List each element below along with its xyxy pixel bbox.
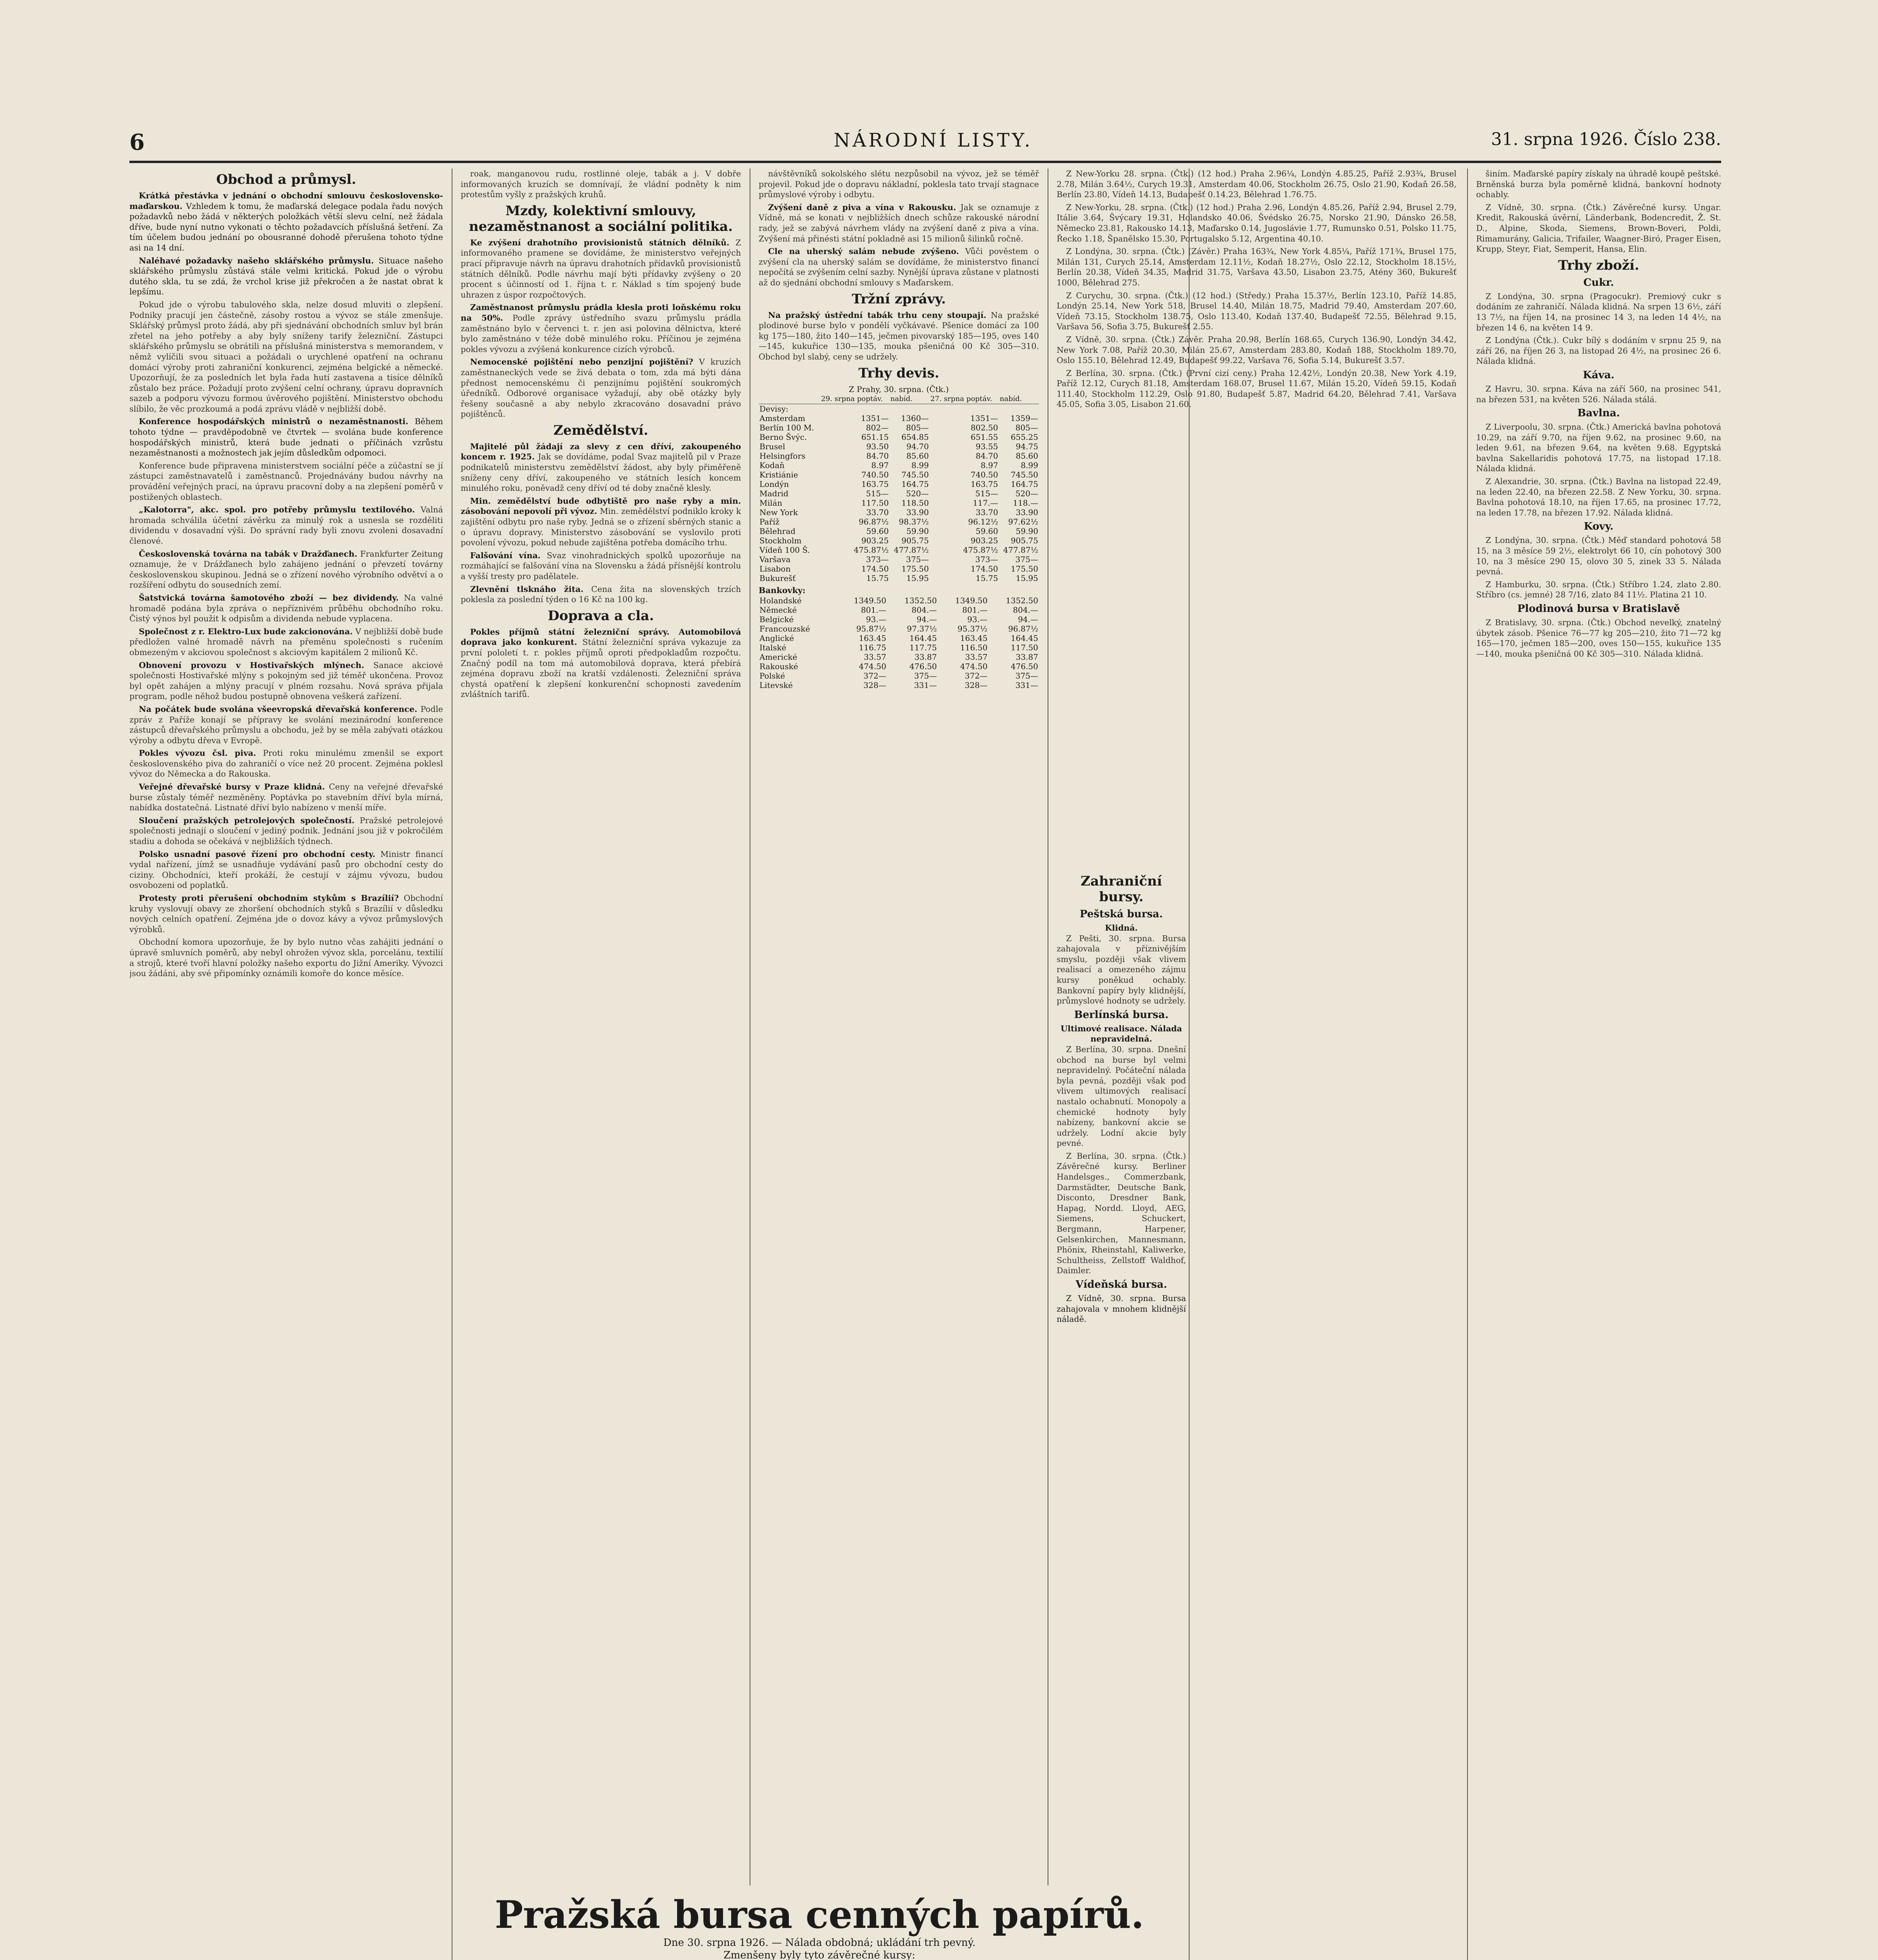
table-row [759,652,1039,662]
table-cell: Kodaň [759,461,785,470]
table-cell [930,404,999,414]
article-heading: Majitelé půl žádají za slevy z cen dříví, zakoupeného koncem r. 1925. [461,441,741,462]
section-subheading: Káva. [1583,369,1615,381]
article-text: Z Curychu, 30. srpna. (Čtk.) (12 hod.) (Středy.) Praha 15.37½, Berlín 123.10, Paříž 14.85, Londýn 25.14, New York 518, Brusel 14.40, Milán 18.75, Madrid 79.40, Amsterdam 207.60, Vídeň 73.15, Stockholm 138.75, Oslo 113.40, Kodaň 137.40, Budapešť 72.55, Bělehrad 9.15, Varšava 56, Sofia 3.75, Bukurešť 2.55. [1057,290,1457,332]
table-cell: 94.— [916,614,937,624]
issue-date: 31. srpna 1926. Číslo 238. [1491,129,1721,149]
article-heading: Pokles vývozu čsl. piva. [139,748,256,758]
table-row [759,404,1039,414]
section-subheading: Bavlna. [1577,407,1620,419]
table-cell: 903.25 [970,536,998,546]
article-heading: Na počátek bude svolána všeevropská dřevařská konference. [139,704,418,714]
article-text: Během tohoto týdne — pravděpodobně ve čtvrtek — svolána bude konference hospodářských ministrů, která bude jednati o příčinách vzrůstu nezaměstnanosti a možnostech jak jejím důsledkům odpomoci. [129,417,443,458]
table-header: nabíd. [999,394,1039,404]
table-cell: 15.75 [975,573,998,583]
table-cell: Devisy: [759,404,788,414]
table-cell: 8.97 [871,461,889,470]
table-cell: 85.60 [906,451,929,461]
article-text: Z Vídně, 30. srpna. (Čtk.) Závěrečné kursy. Ungar. Kredit, Rakouská úvěrní, Länderbank, Bodencredit, Ž. St. D., Alpine, Skoda, Siemens, Brown-Boveri, Poldi, Rimamurány, Galicia, Trifailer, Waagner-Biró, Prager Eisen, Krupp, Steyr, Fiat, Semperit, Hansa, Elin. [1476,202,1721,254]
article-text: Z informovaného pramene se dovídáme, že ministerstvo veřejných prací připravuje návrh na úpravu drahotních přídavků provisionistů státních dělníků. Podle návrhu mají býti přídavky zvýšeny o 20 procent s účinností od 1. října t. r. Náklad s tím spojený bude uhrazen z úspor rozpočtových. [461,238,741,299]
table-cell: 33.57 [864,652,886,662]
article-text: Jak se oznamuje z Vídně, má se konati v nejbližších dnech schůze rakouské národní rady, jež se zabývá návrhem vlády na zvýšení daně z piva a vína. Zvýšení má přinésti státní pokladně asi 15 milionů šilinků ročně. [759,202,1039,243]
section-subheading: Ultimové realisace. Nálada nepravidelná. [1061,1024,1182,1044]
table-cell: 59.90 [906,526,929,536]
article-heading: Min. zemědělství bude odbytiště pro naše ryby a min. zásobování nepovolí při vývoz. [461,496,741,516]
table-cell: Bukurešť [759,573,796,583]
table-row [759,498,1039,508]
article-text: Podle zpráv z Paříže konají se přípravy ke svolání mezinárodní konference zástupců dřevařského průmyslu a obchodu, jež by se měla zabývati otázkou výroby a odbytu dřeva v Evropě. [129,704,443,745]
table-cell: 520— [1015,489,1038,499]
article-text: Podle zprávy ústředního svazu průmyslu prádla zaměstnáno bylo v červenci t. r. jen asi polovina dělnictva, které bylo zaměstnáno v téže době minulého roku. Příčinou je zejména pokles vývozu a zvýšená konkurence cizích výrobců. [461,313,741,354]
table-cell: 1349.50 [854,595,886,605]
table-cell: 328— [964,680,988,690]
article-text: návštěvníků sokolského slétu nezpůsobil na vývoz, jež se téměř projevil. Pokud jde o dopravu nákladní, poklesla tato trvají stagnace průmyslové výroby i odbytu. [759,169,1039,200]
table-cell: 15.75 [866,573,889,583]
table-cell: 651.55 [970,432,998,442]
table-cell: Francouzské [759,624,810,633]
table-cell: 740.50 [861,470,889,480]
table-cell: 8.97 [981,461,998,470]
column-obchod [129,169,443,1960]
table-cell: 328— [863,680,886,690]
article-text: Z Berlína, 30. srpna. (Čtk.) (První cizí ceny.) Praha 12.42½, Londýn 20.38, New York 4.19, Paříž 12.12, Curych 81.18, Amsterdam 168.07, Brusel 11.67, Milán 15.20, Vídeň 59.15, Kodaň 111.40, Stockholm 112.29, Oslo 91.80, Budapešť 5.87, Madrid 64.20, Bělehrad 7.41, Varšava 45.05, Sofia 3.05, Lisabon 21.60. [1057,368,1457,409]
table-cell: Helsingfors [759,451,806,461]
table-row [759,508,1039,517]
table-cell: 174.50 [970,564,998,574]
column-trzni [759,169,1039,1882]
table-cell: 1351— [861,414,889,423]
table-cell [890,404,930,414]
table-cell: 97.37½ [907,624,937,633]
table-row [759,681,1039,690]
table-cell: 476.50 [1011,661,1038,671]
article-text: roak, manganovou rudu, rostlinné oleje, tabák a j. V dobře informovaných kruzích se domnívají, že vládní podněty k nim protestům vyšly z pražských kruhů. [461,169,741,200]
table-cell: 8.99 [911,461,929,470]
table-row [759,442,1039,451]
article-text: Pražské petrolejové společnosti jednají o sloučení v jediný podnik. Jednání jsou již v pokročilém stadiu a dohoda se očekává v nejbližších týdnech. [129,815,443,846]
table-cell: 95.87½ [856,624,886,633]
table-cell: 1351— [970,414,998,423]
section-heading: Obchod a průmysl. [216,172,356,187]
section-subheading: Vídeňská bursa. [1075,1279,1167,1290]
table-cell: 164.45 [909,633,937,643]
article-text: Obchodní kruhy vyslovují obavy ze zhoršení obchodních styků s Brazílií v důsledku nových celních opatření. Zejména jde o dovoz kávy a vývoz průmyslových výrobků. [129,893,443,934]
table-row [759,605,1039,615]
bursa-title: Pražská bursa cenných papírů. [494,1893,1144,1937]
article-text: Z Londýna (Čtk.). Cukr bílý s dodáním v srpnu 25 9, na září 26, na říjen 26 3, na listopad 26 4½, na prosinec 26 6. Nálada klidná. [1476,336,1721,366]
table-cell: 903.25 [861,536,889,546]
table-row [759,423,1039,432]
table-cell: 33.87 [1015,652,1038,662]
table-cell: Berno Švýc. [759,432,807,442]
table-cell: 164.75 [1011,479,1038,489]
prague-stock-exchange [451,1893,1188,1960]
table-cell: 84.70 [975,451,998,461]
table-cell: 805— [1015,423,1038,433]
article-text: Na pražské plodinové burse bylo v pondělí vyčkávavé. Pšenice domácí za 100 kg 175—180, žito 140—145, ječmen pivovarský 185—195, oves 140—145, kukuřice 130—135, mouka pšeničná 00 Kč 305—310. Obchod byl slabý, ceny se udržely. [759,310,1039,361]
table-cell: 163.45 [960,633,988,643]
table-cell: 96.87½ [859,517,889,527]
header-rule [129,161,1721,163]
section-subheading: Peštská bursa. [1080,908,1163,920]
table-cell: Milán [759,498,783,508]
table-header: 29. srpna poptáv. [820,394,890,404]
article-heading: Na pražský ústřední tabák trhu ceny stoupají. [768,310,986,320]
table-cell: 15.95 [906,573,929,583]
table-cell [999,404,1039,414]
table-row [759,615,1039,624]
table-cell: Madrid [759,489,788,499]
table-row [759,671,1039,681]
table-row [759,633,1039,643]
article-heading: Sloučení pražských petrolejových společností. [139,815,355,825]
article-heading: Ke zvýšení drahotního provisionistů státních dělníků. [470,238,730,247]
table-cell: Kristiánie [759,470,798,480]
article-text: Z Londýna, 30. srpna. (Čtk.) Měď standard pohotová 58 15, na 3 měsíce 59 2½, elektrolyt 66 10, cín pohotový 300 10, na 3 měsíce 290 15, olovo 30 5, zinek 33 5. Nálada pevná. [1476,535,1721,577]
table-cell: 85.60 [1015,451,1038,461]
table-cell: 520— [906,489,929,499]
table-row [759,555,1039,564]
table-cell: Lisabon [759,564,791,574]
column-mzdy [461,169,741,1882]
article-text: Jak se dovídáme, podal Svaz majitelů pil v Praze podnikatelů ministerstvu zemědělství žádost, aby byly přiměřeně sníženy ceny dříví, zakoupeného ve státních lesích koncem minulého roku, poněvadž ceny dříví od té doby značně klesly. [461,452,741,493]
article-heading: Nemocenské pojištění nebo penzijní pojištění? [470,357,694,367]
column-zbozi [1476,169,1721,1960]
table-cell: 905.75 [901,536,929,546]
table-cell: 331— [1015,680,1038,690]
table-cell: New York [759,508,798,517]
table-row [759,461,1039,470]
section-heading: Tržní zprávy. [852,291,946,307]
column-divider [1467,169,1468,1960]
table-cell: 651.15 [861,432,889,442]
table-cell: Americké [759,652,797,662]
table-cell: 174.50 [861,564,889,574]
article-text: Státní železniční správa vykazuje za první pololetí t. r. pokles příjmů oproti předpokladům rozpočtu. Značný podíl na tom má automobilová doprava, která přebírá zejména dopravu zboží na kratší vzdálenosti. Železniční správa chystá opatření k zlepšení konkurenční schopnosti zavedením zvláštních tarifů. [461,637,741,699]
article-text: Proti roku minulému zmenšil se export československého piva do zahraničí o více než 20 procent. Zejména poklesl vývoz do Německa a do Rakouska. [129,748,443,779]
article-text: Z New-Yorku, 28. srpna. (Čtk.) (12 hod.) Praha 2.96, Londýn 4.85.26, Paříž 2.94, Brusel 2.79, Itálie 3.64, Švýcary 19.31, Holandsko 40.06, Švédsko 26.75, Norsko 21.90, Dánsko 26.58, Německo 23.81, Rakousko 14.13, Maďarsko 0.14, Jugoslávie 1.77, Rumunsko 0.51, Polsko 11.75, Řecko 1.18, Španělsko 15.30, Portugalsko 5.12, Argentina 40.10. [1057,202,1457,243]
column-zahranicni [1057,870,1186,1886]
table-cell: 94.70 [906,442,929,452]
table-row [759,479,1039,489]
table-cell: 116.75 [859,642,886,652]
table-cell: 654.85 [901,432,929,442]
page-number: 6 [129,129,145,155]
article-heading: Zvýšení daně z piva a vína v Rakousku. [768,202,956,212]
table-cell: 96.12½ [968,517,998,527]
table-cell: 164.45 [1011,633,1038,643]
table-row [759,536,1039,545]
table-cell: Holandské [759,595,802,605]
table-cell: 477.87½ [894,545,929,555]
article-heading: Krátká přestávka v jednání o obchodní smlouvu československo-maďarskou. [129,191,443,211]
table-header: 27. srpna poptáv. [930,394,999,404]
table-cell: Belgické [759,614,794,624]
table-cell: 163.75 [861,479,889,489]
table-cell: Stockholm [759,536,802,546]
section-subheading: Klidná. [1105,923,1138,933]
article-heading: Naléhavé požadavky našeho sklářského průmyslu. [139,256,374,265]
table-cell: 117.— [973,498,998,508]
table-cell: 372— [863,671,886,681]
table-cell: 95.37½ [957,624,988,633]
table-row [759,545,1039,555]
article-text: Z Londýna, 30. srpna. (Čtk.) (Závěr.) Praha 163¾, New York 4.85¼, Paříž 171¾, Brusel 175, Milán 131, Curych 25.14, Amsterdam 12.11½, Kodaň 18.27½, Oslo 22.12, Stockholm 18.15½, Berlín 20.38, Vídeň 34.35, Madrid 31.75, Varšava 43.50, Lisabon 23.75, Atény 360, Bukurešť 1000, Bělehrad 275. [1057,247,1457,287]
table-cell: 93.— [967,614,988,624]
table-cell: 117.75 [909,642,937,652]
table-row [759,624,1039,633]
table-cell: 116.50 [960,642,988,652]
article-text: Cena žita na slovenských trzích poklesla za poslední týden o 16 Kč na 100 kg. [461,584,741,604]
table-cell: 375— [1015,555,1038,564]
table-row [759,573,1039,583]
article-text: Svaz vinohradnických spolků upozorňuje na rozmáhající se falšování vína na Slovensku a žádá přísnější kontrolu a vyšší tresty pro padělatele. [461,550,741,581]
article-heading: Veřejné dřevařské bursy v Praze klidná. [139,782,325,792]
table-cell: Berlín 100 M. [759,423,814,433]
table-row [759,451,1039,461]
table-cell: 118.50 [901,498,929,508]
table-cell: 33.90 [906,508,929,517]
table-cell: 163.45 [859,633,886,643]
table-cell: 515— [866,489,889,499]
table-cell: 515— [975,489,998,499]
table-cell: 475.87½ [854,545,889,555]
article-text: Pokud jde o výrobu tabulového skla, nelze dosud mluviti o zlepšení. Podniky pracují jen částečně, zásoby rostou a vývoz se stále zmenšuje. Sklářský průmysl proto žádá, aby při sjednávání obchodních smluv byl brán zřetel na jeho potřeby a aby byly sníženy tarify železniční. Zástupci sklářského průmyslu se obrátili na příslušná ministerstva s memorandem, v němž vylíčili svou situaci a požádali o urychlené opatření na ochranu domácí výroby proti zahraniční konkurenci, zejména belgické a německé. Upozorňují, že za posledních let byla řada hutí zastavena a tisíce dělníků zůstalo bez práce. Požadují proto zvýšení celní ochrany, úpravu dopravních sazeb a podporu vývozu formou úvěrového pojištění. Ministerstvo obchodu slíbilo, že věc prozkoumá a podá zprávu vládě v nejbližší době. [129,299,443,414]
table-cell: 804.— [912,605,937,615]
table-row [759,526,1039,536]
article-text: Frankfurter Zeitung oznamuje, že v Drážďanech bylo zahájeno jednání o převzetí továrny československou skupinou. Jedná se o zřízení nového výrobního odvětví a o rozšíření odbytu do sousedních zemí. [129,549,443,590]
bank-heading: Bankovky: [759,586,806,595]
section-heading: Trhy zboží. [1558,257,1639,273]
article-text: V kruzích zaměstnaneckých vede se živá debata o tom, zda má býti dána přednost nemocenskému či penzijnímu pojištění soukromých úředníků. Odborové organisace vyžadují, aby obě otázky byly řešeny současně a aby nebylo zkracováno dosavadní právo pojištěnců. [461,357,741,419]
article-heading: Obnovení provozu v Hostivařských mlýnech. [139,660,365,670]
article-heading: Šatstvická továrna šamotového zboží — bez dividendy. [139,593,399,603]
table-cell: Bělehrad [759,526,796,536]
table-cell: Amsterdam [759,414,805,423]
table-row [759,643,1039,652]
article-text: Valná hromada schválila účetní závěrku za minulý rok a usnesla se rozděliti dividendu v dosavadní výši. Do správní rady byli znovu zvoleni dosavadní členové. [129,505,443,546]
table-cell: 745.50 [901,470,929,480]
table-cell: Londýn [759,479,789,489]
table-cell: 164.75 [901,479,929,489]
article-text: Z Havru, 30. srpna. Káva na září 560, na prosinec 541, na březen 531, na květen 526. Nálada stálá. [1476,384,1721,404]
table-cell: Anglické [759,633,794,643]
table-cell: 93.50 [866,442,889,452]
bursa-subtitle: Dne 30. srpna 1926. — Nálada obdobná; ukládání trh pevný. [663,1937,976,1949]
devis-table [759,394,1039,583]
article-heading: Československá továrna na tabák v Dražďanech. [139,549,358,559]
table-cell: Litevské [759,680,793,690]
bank-table [759,596,1039,690]
table-cell: 375— [906,555,929,564]
table-cell: 375— [1015,671,1038,681]
table-cell: 163.75 [970,479,998,489]
table-cell: 93.— [866,614,886,624]
article-text: Z Hamburku, 30. srpna. (Čtk.) Stříbro 1.24, zlato 2.80. Stříbro (cs. jemné) 28 7/16, zlato 84 11½. Platina 21 10. [1476,579,1721,600]
table-row [759,564,1039,573]
article-heading: Zlevnění tlsknáho žita. [470,584,584,594]
article-heading: Polsko usnadní pasové řízení pro obchodní cesty. [139,849,376,859]
table-cell: 801.— [962,605,988,615]
bursa-subtitle: Zmenšeny byly tyto závěrečné kursy: [723,1949,915,1960]
article-heading: Zaměstnanost průmyslu prádla klesla proti loňskému roku na 50%. [461,303,741,323]
section-heading: Zemědělství. [553,422,648,438]
article-text: Z New-Yorku 28. srpna. (Čtk.) (12 hod.) Praha 2.96¼, Londýn 4.85.25, Paříž 2.93¾, Brusel 2.78, Milán 3.64½, Curych 19.31, Amsterdam 40.06, Stockholm 26.75, Oslo 21.90, Kodaň 26.58, Berlín 23.80, Vídeň 14.13, Budapešť 0.14.23, Bělehrad 1.76.75. [1057,169,1457,200]
article-heading: Cle na uherský salám nebude zvýšeno. [768,247,959,256]
table-cell: 96.87½ [1008,624,1038,633]
article-text: Konference bude připravena ministerstvem sociální péče a zúčastní se jí zástupci zaměstnavatelů i zaměstnanců. Projednávány budou návrhy na provádění veřejných prací, na úpravu pracovní doby a na zlepšení poměrů v postižených oblastech. [129,461,443,502]
table-cell: 175.50 [901,564,929,574]
masthead: NÁRODNÍ LISTY. [834,129,1033,151]
article-text: Z Berlína, 30. srpna. (Čtk.) Závěrečné kursy. Berliner Handelsges., Commerzbank, Darmstädter, Deutsche Bank, Disconto, Dresdner Bank, Hapag, Nordd. Lloyd, AEG, Siemens, Schuckert, Bergmann, Harpener, Gelsenkirchen, Mannesmann, Phönix, Rheinstahl, Kaliwerke, Schultheiss, Zellstoff Waldhof, Daimler. [1057,1151,1186,1276]
table-cell: 59.90 [1015,526,1038,536]
table-cell: 331— [914,680,937,690]
table-cell: 94.75 [1015,442,1038,452]
table-cell: 117.50 [1011,642,1038,652]
article-text: Z Pešti, 30. srpna. Bursa zahajovala v příznivějším smyslu, později však vlivem realisací a omezeného zájmu kursy poněkud ochably. Bankovní papíry byly klidnější, průmyslové hodnoty se udržely. [1057,933,1186,1006]
article-text: Vzhledem k tomu, že maďarská delegace podala řadu nových požadavků nebo žádá v některých položkách větší slevu celní, než žádala dříve, bude nyní nutno vykonati o těchto požadavcích příslušná šetření. Za tím účelem budou jednání po obousranné dohodě přerušena tohoto týdne asi na 14 dní. [129,201,443,252]
article-heading: Protesty proti přerušení obchodním stykům s Brazílií? [139,893,399,903]
table-cell: 373— [866,555,889,564]
article-heading: Společnost z r. Elektro-Lux bude zakcionována. [139,626,353,636]
table-cell: 1352.50 [1006,595,1038,605]
article-text: Z Londýna, 30. srpna (Pragocukr). Premiový cukr s dodáním ze zahraničí. Nálada klidná. Na srpen 13 6½, září 13 7½, na říjen 14, na prosinec 14 3, na leden 14 4½, na březen 14 6, na květen 14 9. [1476,291,1721,332]
table-cell: 94.— [1018,614,1038,624]
section-heading: Mzdy, kolektivní smlouvy, nezaměstnanost a sociální politika. [469,203,733,234]
table-cell: 1352.50 [904,595,937,605]
article-text: Obchodní komora upozorňuje, že by bylo nutno včas zahájiti jednání o úpravě smluvních poměrů, aby nebyl ohrožen vývoz skla, porcelánu, textilií a strojů, které tvoří hlavní položky našeho exportu do Jižní Ameriky. Vývozci jsou žádáni, aby své připomínky oznámili komoře do konce měsíce. [129,937,443,978]
table-header [759,394,820,404]
table-cell: Vídeň 100 Š. [759,545,810,555]
table-row [759,470,1039,479]
table-cell: 59.60 [866,526,889,536]
table-cell: Polské [759,671,785,681]
table-cell: 474.50 [960,661,988,671]
article-text: Ministr financí vydal nařízení, jímž se usnadňuje vydávání pasů pro obchodní cesty do ciziny. Obchodníci, kteří prokáží, že cestují v zájmu vývozu, budou osvobozeni od poplatků. [129,849,443,890]
table-cell: 8.99 [1021,461,1038,470]
article-text: Vůči pověstem o zvýšení cla na uherský salám se dovídáme, že ministerstvo financí nepočítá se zvýšením celní sazby. Nynější úprava zůstane v platnosti až do sjednání obchodní smlouvy s Maďarskem. [759,247,1039,287]
table-cell: 33.90 [1015,508,1038,517]
table-cell: 33.70 [975,508,998,517]
table-cell: Varšava [759,555,791,564]
article-text: V nejbližší době bude předložen valné hromadě návrh na přeměnu společnosti s ručením obmezeným v akciovou společnost s akciovým kapitálem 2 milionů Kč. [129,626,443,657]
table-cell: Italské [759,642,786,652]
table-row [759,489,1039,498]
table-cell: 33.57 [965,652,988,662]
table-cell: 93.55 [975,442,998,452]
table-cell: 117.50 [861,498,889,508]
article-text: Min. zemědělství podniklo kroky k zajištění odbytu pro naše ryby. Jedná se o zřízení sběrných stanic a o úpravu dopravy. Ministerstvo zásobování se vyslovilo proti povolení vývozu, pokud nebude zajištěna potřeba domácího trhu. [461,506,741,548]
article-text: Ceny na veřejné dřevařské burse zůstaly téměř nezměněny. Poptávka po stavebním dříví byla mírná, nabídka dostatečná. Listnaté dříví bylo nabízeno v menší míře. [129,782,443,813]
table-cell: 805— [906,423,929,433]
section-heading: Doprava a cla. [548,608,654,624]
table-cell: 98.37½ [899,517,929,527]
table-cell: 97.62½ [1008,517,1038,527]
section-heading: Trhy devis. [858,365,939,381]
article-text: šiním. Maďarské papíry získaly na úhradě koupě peštské. Brněnská burza byla poměrně klidná, bankovní hodnoty ochably. [1476,169,1721,200]
article-text: Situace našeho sklářského průmyslu zůstává stále velmi kritická. Pokud jde o výrobu dutého skla, tu se zdá, že vrchol krise již překročen a že nastat obrat k lepšímu. [129,256,443,297]
table-cell: 15.95 [1015,573,1038,583]
article-text: Z Liverpoolu, 30. srpna. (Čtk.) Americká bavlna pohotová 10.29, na září 9.70, na říjen 9.62, na prosinec 9.60, na leden 9.61, na březen 9.64, na květen 9.68. Egyptská bavlna Sakellaridis pohotová 17.75, na listopad 17.18. Nálada klidná. [1476,422,1721,474]
article-heading: „Kalotorra", akc. spol. pro potřeby průmyslu textilového. [139,505,415,515]
table-cell: 372— [964,671,988,681]
table-cell: 475.87½ [963,545,998,555]
article-heading: Konference hospodářských ministrů o nezaměstnanosti. [139,417,409,426]
table-cell: 175.50 [1011,564,1038,574]
table-cell: Brusel [759,442,785,452]
table-cell: 1359— [1010,414,1038,423]
section-subheading: Berlínská bursa. [1074,1009,1169,1021]
article-text: Sanace akciové společnosti Hostivařské mlýny s pokojným sed již téměř ukončena. Provoz byl opět zahájen a mlýny pracují v plném rozsahu. Nová správa přijala program, podle něhož budou postupně obnovena veškerá zařízení. [129,660,443,701]
table-cell: 474.50 [859,661,886,671]
table-cell: 1349.50 [955,595,988,605]
page-header [129,129,1721,153]
table-cell: Rakouské [759,661,798,671]
section-subheading: Kovy. [1584,521,1614,533]
table-cell: 802.50 [970,423,998,433]
table-cell: 801.— [861,605,886,615]
table-cell: Německé [759,605,797,615]
table-cell: 655.25 [1011,432,1038,442]
table-row [759,517,1039,526]
article-heading: Falšování vína. [470,550,541,560]
table-cell: 59.60 [975,526,998,536]
article-text: Z Vídně, 30. srpna. (Čtk.) Závěr. Praha 20.98, Berlín 168.65, Curych 136.90, Londýn 34.42, New York 7.08, Paříž 20.30, Milán 25.67, Amsterdam 283.80, Kodaň 188, Stockholm 189.70, Oslo 155.10, Bělehrad 12.49, Budapešť 99.22, Varšava 76, Sofia 5.14, Bukurešť 3.57. [1057,334,1457,365]
column-newyork [1057,169,1457,866]
article-text: Na valné hromadě podána byla zpráva o nepříznivém průběhu obchodního roku. Čistý výnos byl použit k odpisům a dividenda nebude vyplacena. [129,593,443,624]
article-text: Z Bratislavy, 30. srpna. (Čtk.) Obchod nevelký, znatelný úbytek zásob. Pšenice 76—77 kg 205—210, žito 71—72 kg 165—170, ječmen 185—200, oves 150—155, kukuřice 135—140, mouka pšeničná 00 Kč 305—310. Nálada klidná. [1476,618,1721,659]
table-row [759,432,1039,442]
table-cell: 33.70 [866,508,889,517]
article-text: Z Vídně, 30. srpna. Bursa zahajovala v mnohem klidnější náladě. [1057,1294,1186,1324]
table-cell: Paříž [759,517,779,527]
section-subheading: Plodinová bursa v Bratislavě [1517,603,1680,615]
table-cell [820,404,890,414]
table-cell: 33.87 [914,652,937,662]
section-heading: Zahraniční bursy. [1081,873,1162,905]
table-cell: 375— [914,671,937,681]
table-header: nabíd. [890,394,930,404]
table-cell: 905.75 [1011,536,1038,546]
table-row [759,662,1039,671]
table-cell: 118.— [1013,498,1038,508]
table-cell: 1360— [901,414,929,423]
devis-place: Z Prahy, 30. srpna. (Čtk.) [848,384,949,394]
article-text: Z Berlína, 30. srpna. Dnešní obchod na burse byl velmi nepravidelný. Počáteční nálada byla pevná, později však pod vlivem ultimových realisací nastalo ochabnutí. Monopoly a chemické hodnoty byly nabízeny, bankovní akcie se udržely. Lodní akcie byly pevné. [1057,1044,1186,1148]
table-cell: 745.50 [1011,470,1038,480]
article-heading: Pokles příjmů státní železniční správy. Automobilová doprava jako konkurent. [461,627,741,647]
table-row [759,414,1039,423]
table-cell: 804.— [1013,605,1038,615]
table-cell: 477.87½ [1003,545,1038,555]
table-row [759,596,1039,605]
table-cell: 84.70 [866,451,889,461]
table-cell: 373— [975,555,998,564]
table-cell: 802— [866,423,889,433]
article-text: Z Alexandrie, 30. srpna. (Čtk.) Bavlna na listopad 22.49, na leden 22.40, na březen 22.58. Z New Yorku, 30. srpna. Bavlna pohotová 18.10, na říjen 17.65, na prosinec 17.72, na leden 17.78, na březen 17.92. Nálada klidná. [1476,477,1721,517]
section-subheading: Cukr. [1583,276,1614,289]
table-cell: 740.50 [970,470,998,480]
table-cell: 476.50 [909,661,937,671]
